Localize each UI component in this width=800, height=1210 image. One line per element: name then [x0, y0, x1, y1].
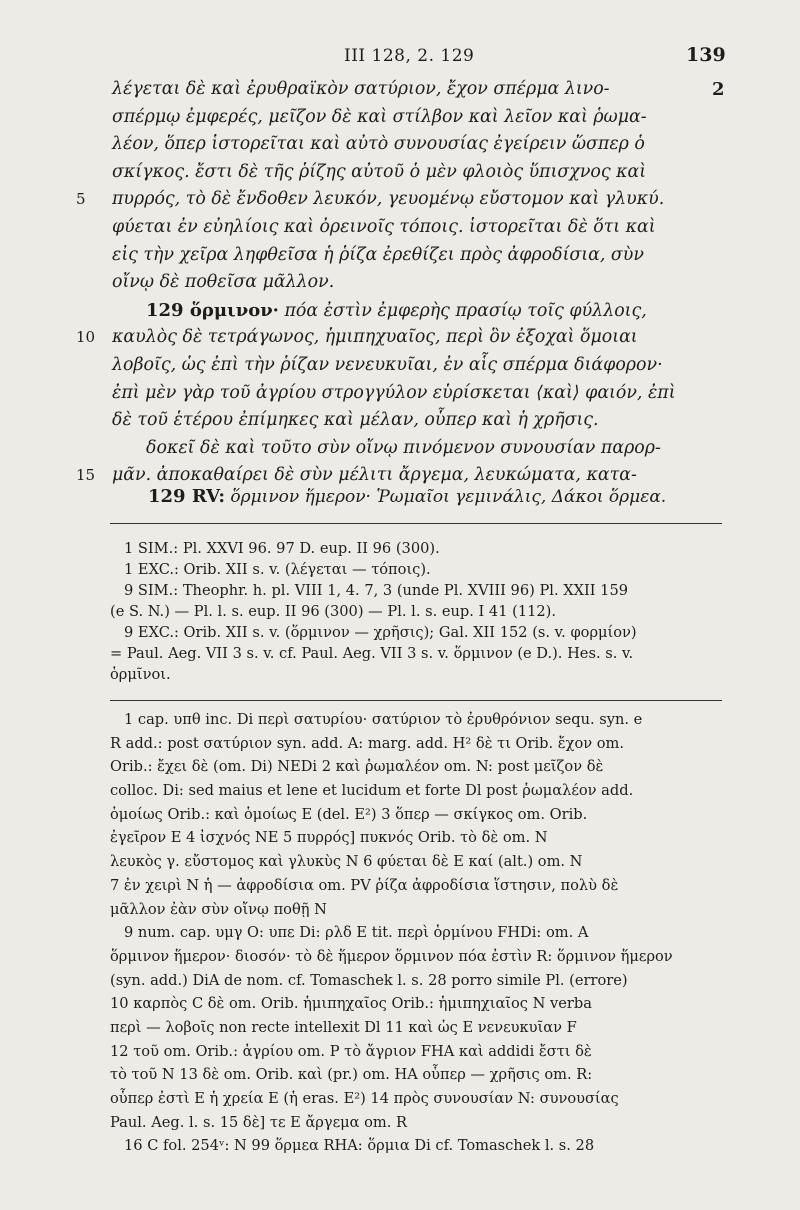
apparatus-line: ὁρμῖνοι. — [110, 666, 171, 683]
text-line: οἴνῳ δὲ ποθεῖσα μᾶλλον. — [112, 272, 335, 293]
apparatus-line: ἐγεῖρον E 4 ἰσχνός NE 5 πυρρός] πυκνός Orib. τὸ δὲ om. N — [110, 829, 548, 847]
apparatus-line: 1 EXC.: Orib. XII s. v. (λέγεται — τόποις). — [124, 561, 431, 578]
divider — [110, 700, 722, 701]
apparatus-line: (e S. N.) — Pl. l. s. eup. II 96 (300) — Pl. l. s. eup. I 41 (112). — [110, 603, 557, 620]
apparatus-line: περὶ — λοβοῖς non recte intellexit Dl 11 καὶ ὡς E νενευκυῖαν F — [110, 1018, 577, 1036]
apparatus-line: ὁμοίως Orib.: καὶ ὁμοίως E (del. E²) 3 ὅπερ — σκίγκος om. Orib. — [110, 805, 588, 823]
text-line: σπέρμῳ ἐμφερές, μεῖζον δὲ καὶ στίλβον καὶ λεῖον καὶ ῥωμα- — [112, 106, 647, 127]
critical-apparatus — [110, 708, 722, 1158]
text-line: 10 καυλὸς δὲ τετράγωνος, ἡμιπηχυαῖος, περὶ ὃν ἐξοχαὶ ὅμοιαι — [112, 324, 712, 352]
line-number: 5 — [76, 190, 86, 209]
rv-text: ὅρμινον ἥμερον· Ῥωμαῖοι γεμινάλις, Δάκοι ὅρμεα. — [230, 487, 667, 507]
text-line: 129 ὅρμινον· πόα ἐστὶν ἐμφερὴς πρασίῳ τοῖς φύλλοις, — [146, 299, 647, 321]
apparatus-line: (syn. add.) DiA de nom. cf. Tomaschek l. s. 28 porro simile Pl. (errore) — [110, 971, 628, 989]
text-line: 15 μᾶν. ἀποκαθαίρει δὲ σὺν μέλιτι ἄργεμα, λευκώματα, κατα- — [112, 462, 712, 490]
apparatus-line: λευκὸς γ. εὔστομος καὶ γλυκὺς N 6 φύεται δὲ E καί (alt.) om. N — [110, 853, 583, 871]
divider — [110, 523, 722, 524]
apparatus-line: 1 SIM.: Pl. XXVI 96. 97 D. eup. II 96 (300). — [124, 540, 440, 557]
text-line: σκίγκος. ἔστι δὲ τῆς ῥίζης αὐτοῦ ὁ μὲν φλοιὸς ὕπισχνος καὶ — [112, 161, 647, 182]
right-margin-number: 2 — [712, 79, 725, 100]
apparatus-line: 9 EXC.: Orib. XII s. v. (ὅρμινον — χρῆσις); Gal. XII 152 (s. v. φορμίον) — [124, 624, 637, 641]
text-line: ἐπὶ μὲν γὰρ τοῦ ἀγρίου στρογγύλον εὑρίσκεται ⟨καὶ⟩ φαιόν, ἐπὶ — [112, 382, 676, 403]
rv-synonyms-line — [148, 486, 666, 507]
apparatus-line: μᾶλλον ἐὰν σὺν οἴνῳ ποθῇ N — [110, 900, 327, 918]
apparatus-line: 16 C fol. 254ᵛ: N 99 ὅρμεα RHA: ὅρμια Di cf. Tomaschek l. s. 28 — [124, 1137, 595, 1155]
rv-label: 129 RV: — [148, 486, 225, 507]
text-line: λοβοῖς, ὡς ἐπὶ τὴν ῥίζαν νενευκυῖαι, ἐν αἷς σπέρμα διάφορον· — [112, 354, 663, 375]
entry-lemma: 129 ὅρμινον· — [146, 299, 279, 321]
apparatus-line: = Paul. Aeg. VII 3 s. v. cf. Paul. Aeg. VII 3 s. v. ὅρμινον (e D.). Hes. s. v. — [110, 645, 634, 662]
page-number: 139 — [686, 44, 726, 66]
apparatus-line: 7 ἐν χειρὶ N ἡ — ἀφροδίσια om. PV ῥίζα ἀφροδίσια ἵστησιν, πολὺ δὲ — [110, 876, 619, 894]
apparatus-line: οὗπερ ἐστὶ E ἡ χρεία E (ἡ eras. E²) 14 πρὸς συνουσίαν N: συνουσίας — [110, 1090, 619, 1107]
apparatus-line: τὸ τοῦ N 13 δὲ om. Orib. καὶ (pr.) om. HA οὗπερ — χρῆσις om. R: — [110, 1066, 593, 1084]
text-line: δοκεῖ δὲ καὶ τοῦτο σὺν οἴνῳ πινόμενον συνουσίαν παρορ- — [146, 437, 661, 458]
line-number: 15 — [76, 466, 96, 485]
apparatus-line: 12 τοῦ om. Orib.: ἀγρίου om. P τὸ ἄγριον FHA καὶ addidi ἔστι δὲ — [110, 1042, 592, 1060]
text-line: 2 λέγεται δὲ καὶ ἐρυθραϊκὸν σατύριον, ἔχον σπέρμα λινο- — [112, 76, 712, 104]
apparatus-line: Paul. Aeg. l. s. 15 δὲ] τε E ἄργεμα om. R — [110, 1113, 408, 1131]
text-line: δὲ τοῦ ἑτέρου ἐπίμηκες καὶ μέλαν, οὗπερ καὶ ἡ χρῆσις. — [112, 410, 599, 431]
apparatus-line: 9 num. cap. υμγ O: υπε Di: ρλδ E tit. περὶ ὁρμίνου FHDi: om. A — [124, 924, 589, 942]
text-line: φύεται ἐν εὐηλίοις καὶ ὀρεινοῖς τόποις. ἱστορεῖται δὲ ὅτι καὶ — [112, 216, 656, 237]
apparatus-line: Orib.: ἔχει δὲ (om. Di) NEDi 2 καὶ ῥωμαλέον om. N: post μεῖζον δὲ — [110, 758, 604, 776]
apparatus-line: 10 καρπὸς C δὲ om. Orib. ἡμιπηχαῖος Orib.: ἡμιπηχιαῖος N verba — [110, 995, 592, 1013]
running-header-reference: III 128, 2. 129 — [344, 46, 475, 66]
text-line: λέον, ὅπερ ἱστορεῖται καὶ αὐτὸ συνουσίας ἐγείρειν ὥσπερ ὁ — [112, 134, 645, 155]
apparatus-line: colloc. Di: sed maius et lene et lucidum et forte Dl post ῥωμαλέον add. — [110, 782, 634, 800]
apparatus-line: ὅρμινον ἥμερον· διοσόν· τὸ δὲ ἥμερον ὅρμινον πόα ἐστὶν R: ὅρμινον ἥμερον — [110, 947, 673, 965]
greek-main-text — [76, 76, 725, 490]
apparatus-line: R add.: post σατύριον syn. add. A: marg. add. H² δὲ τι Orib. ἔχον om. — [110, 734, 625, 752]
apparatus-line: 1 cap. υπθ inc. Di περὶ σατυρίου· σατύριον τὸ ἐρυθρόνιον sequ. syn. e — [124, 711, 643, 728]
testimonia-apparatus — [110, 538, 722, 685]
line-number: 10 — [76, 328, 96, 347]
text-line: εἰς τὴν χεῖρα ληφθεῖσα ἡ ῥίζα ἐρεθίζει πρὸς ἀφροδίσια, σὺν — [112, 244, 644, 265]
apparatus-line: 9 SIM.: Theophr. h. pl. VIII 1, 4. 7, 3 (unde Pl. XVIII 96) Pl. XXII 159 — [124, 582, 629, 599]
text-line: 5 πυρρός, τὸ δὲ ἔνδοθεν λευκόν, γευομένῳ εὔστομον καὶ γλυκύ. — [112, 186, 712, 214]
